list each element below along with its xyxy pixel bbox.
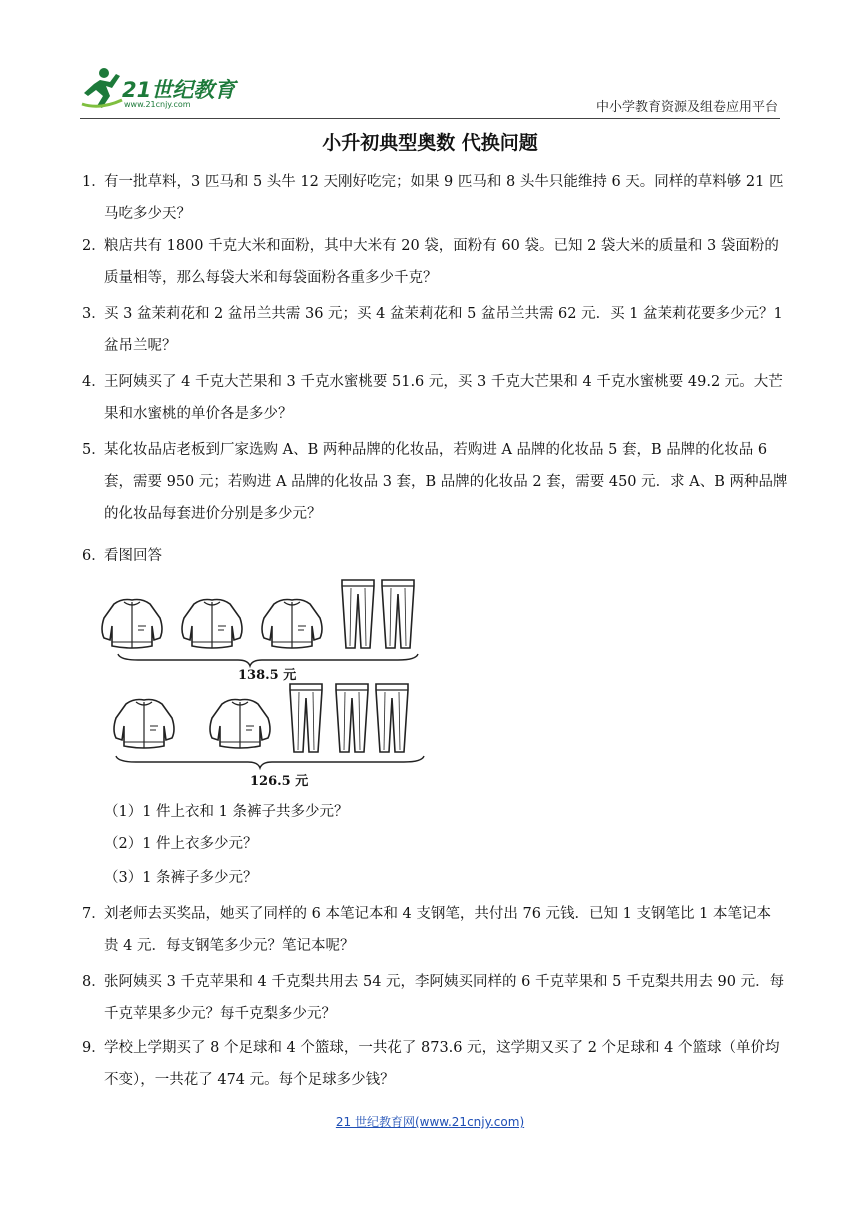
question-text-line: 盆吊兰呢？	[104, 338, 177, 354]
question-9	[82, 1032, 782, 1096]
question-text-line: 千克苹果多少元？每千克梨多少元？	[104, 1006, 336, 1022]
jacket-icon	[114, 700, 174, 749]
question-text-line: 质量相等，那么每袋大米和每袋面粉各重多少千克？	[104, 270, 438, 286]
header-divider	[80, 118, 780, 119]
jacket-icon	[102, 600, 162, 649]
footer-link[interactable]: 21 世纪教育网(www.21cnjy.com)	[335, 1115, 525, 1129]
question-7	[82, 898, 782, 962]
question-8	[82, 966, 785, 1030]
page-title: 小升初典型奥数 代换问题	[322, 132, 538, 154]
site-logo[interactable]	[80, 62, 260, 116]
question-number: 7．	[82, 906, 106, 922]
question-text-line: 张阿姨买 3 千克苹果和 4 千克梨共用去 54 元，李阿姨买同样的 6 千克苹果和 5 千克梨共用去 90 元．每	[104, 974, 785, 990]
question-2	[82, 230, 782, 294]
question-text-line: 买 3 盆茉莉花和 2 盆吊兰共需 36 元；买 4 盆茉莉花和 5 盆吊兰共需 62 元．买 1 盆茉莉花要多少元？1	[104, 306, 783, 322]
question-text-line: 某化妆品店老板到厂家选购 A、B 两种品牌的化妆品，若购进 A 品牌的化妆品 5 套，B 品牌的化妆品 6	[104, 442, 768, 458]
question-text-line: 马吃多少天？	[104, 206, 191, 222]
question-3	[82, 298, 782, 362]
pants-icon	[336, 684, 368, 752]
sub-question-2: （2）1 件上衣多少元？	[104, 836, 258, 852]
question-text-line: 王阿姨买了 4 千克大芒果和 3 千克水蜜桃要 51.6 元，买 3 千克大芒果和 4 千克水蜜桃要 49.2 元。大芒	[104, 374, 783, 390]
jacket-icon	[262, 600, 322, 649]
row2-total-price: 126.5 元	[250, 774, 309, 789]
question-number: 5．	[82, 442, 106, 458]
sub-question-3: （3）1 条裤子多少元？	[104, 870, 258, 886]
logo-url: www.21cnjy.com	[124, 100, 191, 109]
page-header	[80, 62, 780, 120]
pants-icon	[382, 580, 414, 648]
question-number: 1．	[82, 174, 106, 190]
question-number: 3．	[82, 306, 106, 322]
question-text-line: 贵 4 元．每支钢笔多少元？笔记本呢？	[104, 938, 355, 954]
pants-icon	[342, 580, 374, 648]
question-number: 9．	[82, 1040, 106, 1056]
question-text-line: 果和水蜜桃的单价各是多少？	[104, 406, 293, 422]
question-text-line: 学校上学期买了 8 个足球和 4 个篮球，一共花了 873.6 元，这学期又买了 2 个足球和 4 个篮球（单价均	[104, 1040, 780, 1056]
question-text-line: 的化妆品每套进价分别是多少元？	[104, 506, 322, 522]
question-text-line: 不变），一共花了 474 元。每个足球多少钱？	[104, 1072, 395, 1088]
question-number: 6．	[82, 548, 106, 564]
pants-icon	[290, 684, 322, 752]
sub-question-1: （1）1 件上衣和 1 条裤子共多少元？	[104, 804, 349, 820]
question-text-line: 有一批草料，3 匹马和 5 头牛 12 天刚好吃完；如果 9 匹马和 8 头牛只能维持 6 天。同样的草料够 21 匹	[104, 174, 784, 190]
pants-icon	[376, 684, 408, 752]
row1-total-price: 138.5 元	[238, 668, 297, 683]
jacket-icon	[210, 700, 270, 749]
runner-icon	[80, 64, 124, 112]
question-number: 8．	[82, 974, 106, 990]
question-text-line: 套，需要 950 元；若购进 A 品牌的化妆品 3 套，B 品牌的化妆品 2 套，需要 450 元．求 A、B 两种品牌	[104, 474, 788, 490]
question-number: 4．	[82, 374, 106, 390]
clothing-figure	[98, 576, 428, 790]
question-text-line: 看图回答	[104, 548, 162, 564]
question-1	[82, 166, 782, 230]
question-text-line: 刘老师去买奖品，她买了同样的 6 本笔记本和 4 支钢笔，共付出 76 元钱．已知 1 支钢笔比 1 本笔记本	[104, 906, 771, 922]
question-number: 2．	[82, 238, 106, 254]
clothing-diagram	[98, 576, 428, 790]
logo-text: 21世纪教育	[122, 78, 236, 102]
platform-tagline: 中小学教育资源及组卷应用平台	[595, 100, 778, 115]
jacket-icon	[182, 600, 242, 649]
brace-icon	[116, 756, 424, 768]
question-6	[82, 540, 782, 572]
question-text-line: 粮店共有 1800 千克大米和面粉，其中大米有 20 袋，面粉有 60 袋。已知 2 袋大米的质量和 3 袋面粉的	[104, 238, 779, 254]
question-4	[82, 366, 782, 430]
question-5	[82, 434, 788, 530]
